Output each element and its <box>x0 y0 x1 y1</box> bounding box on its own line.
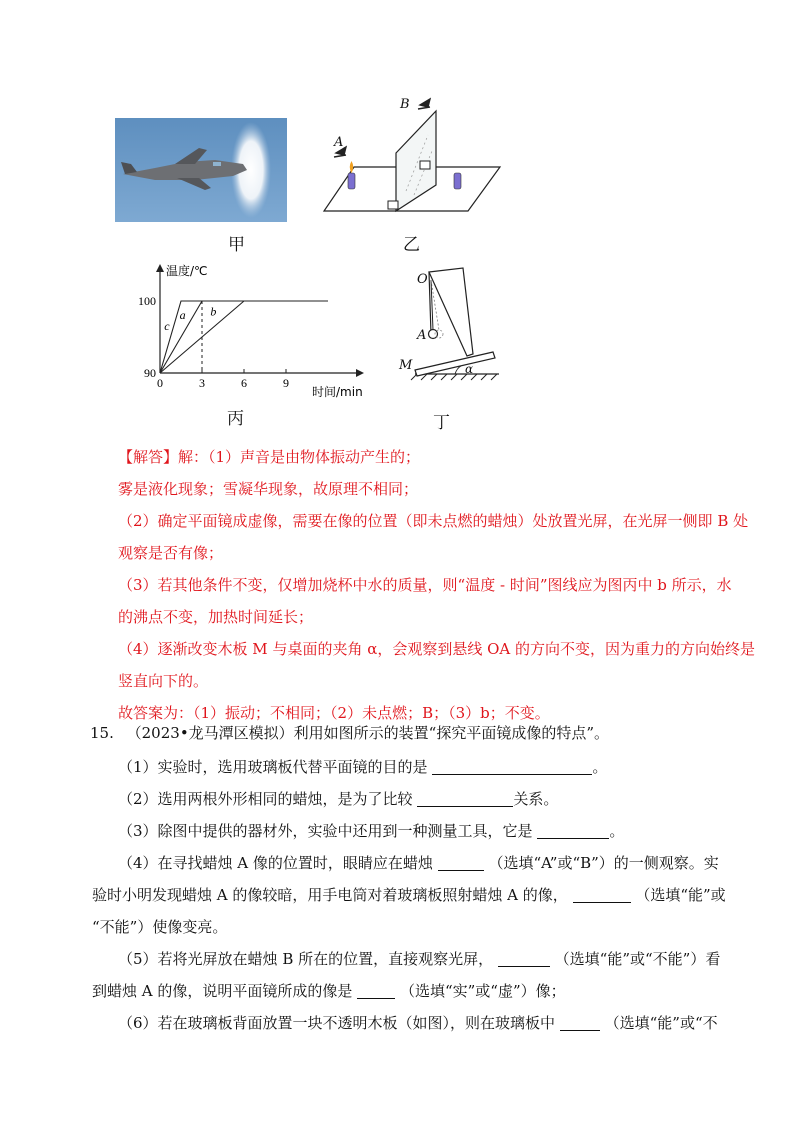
part-2-text: （2）选用两根外形相同的蜡烛，是为了比较 <box>118 790 413 808</box>
figure-jia <box>115 118 287 222</box>
point-b-label: B <box>400 97 410 112</box>
figure-yi <box>318 95 508 215</box>
part-5-cont-tail: （选填“实”或“虚”）像； <box>399 982 566 1000</box>
question-15 <box>90 722 726 1032</box>
answer-tag: 【解答】 <box>118 448 179 466</box>
part-4-tail: （选填“A”或“B”）的一侧观察。实 <box>488 854 719 872</box>
figure-yi-label: 乙 <box>403 235 420 255</box>
part-4-cont <box>92 884 726 906</box>
part-3 <box>118 820 624 842</box>
x-tick-label: 3 <box>199 376 205 390</box>
point-a-label-ding: A <box>417 328 427 343</box>
part-5-text: （5）若将光屏放在蜡烛 B 所在的位置，直接观察光屏， <box>118 950 494 968</box>
part-4-text: （4）在寻找蜡烛 A 像的位置时，眼睛应在蜡烛 <box>118 854 433 872</box>
answer-line-2: 雾是液化现象；雪凝华现象，故原理不相同； <box>118 480 419 498</box>
part-4-end: “不能”）使像变亮。 <box>92 918 228 936</box>
answer-line-8: 竖直向下的。 <box>118 672 209 690</box>
answer-blank-2[interactable] <box>417 790 513 807</box>
part-4 <box>118 852 719 874</box>
x-tick-label: 6 <box>241 376 247 390</box>
angle-alpha-label: α <box>465 362 474 376</box>
answer-blank-8[interactable] <box>560 1014 600 1031</box>
part-1-text: （1）实验时，选用玻璃板代替平面镜的目的是 <box>118 758 428 776</box>
figure-bing-label: 丙 <box>227 409 244 429</box>
x-axis-title: 时间/min <box>312 385 363 399</box>
part-6 <box>118 1012 718 1034</box>
answer-blank-4[interactable] <box>438 854 484 871</box>
y-tick-label: 90 <box>144 366 156 380</box>
answer-blank-7[interactable] <box>357 982 395 999</box>
point-m-label: M <box>399 358 413 373</box>
x-axis-arrow <box>356 369 364 377</box>
question-number: 15. <box>90 724 114 742</box>
jet-photo <box>115 118 287 222</box>
part-1-tail: 。 <box>592 758 608 776</box>
x-tick-label: 9 <box>283 376 289 390</box>
part-4-cont-text: 验时小明发现蜡烛 A 的像较暗，用手电筒对着玻璃板照射蜡烛 A 的像， <box>92 886 568 904</box>
x-tick-label: 0 <box>157 376 163 390</box>
answer-line-7: （4）逐渐改变木板 M 与桌面的夹角 α，会观察到悬线 OA 的方向不变，因为重力的方向始终是 <box>118 640 756 658</box>
part-2-tail: 关系。 <box>513 790 559 808</box>
series-label-a: a <box>179 308 186 322</box>
part-2 <box>118 788 558 810</box>
y-tick-label: 100 <box>138 294 156 308</box>
point-o-label: O <box>417 272 428 287</box>
figure-ding <box>395 262 505 387</box>
figure-jia-label: 甲 <box>228 235 245 255</box>
part-5-tail: （选填“能”或“不能”）看 <box>554 950 721 968</box>
y-axis-arrow <box>156 264 164 272</box>
temperature-time-chart <box>130 258 380 403</box>
answer-block <box>118 446 756 722</box>
part-5-cont-text: 到蜡烛 A 的像，说明平面镜所成的像是 <box>92 982 353 1000</box>
answer-blank-5[interactable] <box>573 886 631 903</box>
mirror-apparatus-diagram <box>318 95 508 215</box>
part-4-cont-tail: （选填“能”或 <box>635 886 726 904</box>
answer-blank-3[interactable] <box>537 822 609 839</box>
part-5-cont <box>92 980 566 1002</box>
figure-ding-label: 丁 <box>433 413 450 433</box>
part-1 <box>118 756 607 778</box>
question-stem: （2023•龙马潭区模拟）利用如图所示的装置“探究平面镜成像的特点”。 <box>126 724 610 742</box>
question-stem-line <box>90 722 609 744</box>
answer-final: 故答案为：（1）振动；不相同；（2）未点燃；B；（3）b；不变。 <box>118 704 550 722</box>
y-axis-title: 温度/℃ <box>166 264 208 278</box>
series-label-b: b <box>210 304 217 319</box>
answer-line-1 <box>118 446 420 468</box>
answer-line-6: 的沸点不变，加热时间延长； <box>118 608 314 626</box>
part-3-text: （3）除图中提供的器材外，实验中还用到一种测量工具，它是 <box>118 822 533 840</box>
point-a-label: A <box>334 135 344 150</box>
figure-bing <box>130 258 380 403</box>
part-6-tail: （选填“能”或“不 <box>604 1014 718 1032</box>
answer-line-3: （2）确定平面镜成虚像，需要在像的位置（即未点燃的蜡烛）处放置光屏，在光屏一侧即 B 处 <box>118 512 749 530</box>
answer-text: 解：（1）声音是由物体振动产生的； <box>178 448 421 466</box>
part-3-tail: 。 <box>609 822 625 840</box>
answer-blank-6[interactable] <box>498 950 550 967</box>
series-label-c: c <box>164 318 170 333</box>
answer-line-4: 观察是否有像； <box>118 544 224 562</box>
answer-line-5: （3）若其他条件不变，仅增加烧杯中水的质量，则“温度 - 时间”图线应为图丙中 b 所示，水 <box>118 576 732 594</box>
part-5 <box>118 948 720 970</box>
part-6-text: （6）若在玻璃板背面放置一块不透明木板（如图），则在玻璃板中 <box>118 1014 556 1032</box>
answer-blank-1[interactable] <box>432 758 592 775</box>
